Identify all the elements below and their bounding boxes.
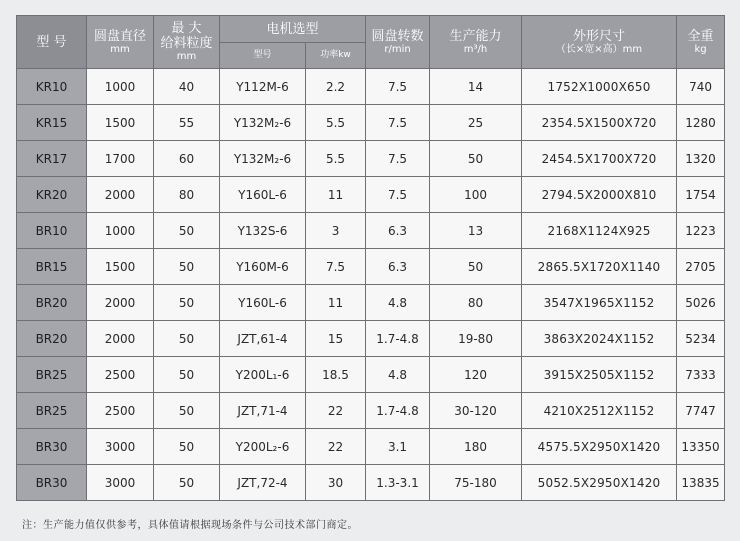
cell-motor-model: JZT,72-4 bbox=[220, 465, 306, 501]
cell-disc-speed: 7.5 bbox=[366, 141, 430, 177]
cell-weight: 1754 bbox=[677, 177, 725, 213]
cell-disc-speed: 1.3-3.1 bbox=[366, 465, 430, 501]
cell-motor-power: 11 bbox=[306, 285, 366, 321]
cell-motor-power: 22 bbox=[306, 393, 366, 429]
cell-motor-model: JZT,71-4 bbox=[220, 393, 306, 429]
cell-weight: 13350 bbox=[677, 429, 725, 465]
cell-capacity: 75-180 bbox=[430, 465, 522, 501]
header-disc-speed: 圆盘转数 r/min bbox=[366, 16, 430, 69]
cell-model: KR20 bbox=[17, 177, 87, 213]
cell-model: BR15 bbox=[17, 249, 87, 285]
cell-dimensions: 4575.5X2950X1420 bbox=[522, 429, 677, 465]
table-row bbox=[17, 357, 725, 393]
cell-disc-speed: 7.5 bbox=[366, 69, 430, 105]
cell-model: BR30 bbox=[17, 465, 87, 501]
cell-weight: 2705 bbox=[677, 249, 725, 285]
cell-disc-speed: 6.3 bbox=[366, 213, 430, 249]
cell-disc-diameter: 1500 bbox=[87, 105, 154, 141]
cell-capacity: 80 bbox=[430, 285, 522, 321]
header-weight: 全重 kg bbox=[677, 16, 725, 69]
cell-dimensions: 3547X1965X1152 bbox=[522, 285, 677, 321]
table-row bbox=[17, 429, 725, 465]
footnote: 注：生产能力值仅供参考，具体值请根据现场条件与公司技术部门商定。 bbox=[22, 520, 358, 531]
cell-max-feed-size: 50 bbox=[154, 429, 220, 465]
cell-model: BR25 bbox=[17, 393, 87, 429]
cell-max-feed-size: 60 bbox=[154, 141, 220, 177]
cell-disc-diameter: 3000 bbox=[87, 465, 154, 501]
cell-capacity: 120 bbox=[430, 357, 522, 393]
cell-capacity: 180 bbox=[430, 429, 522, 465]
table-row bbox=[17, 105, 725, 141]
header-dimensions: 外形尺寸 （长×宽×高）mm bbox=[522, 16, 677, 69]
cell-weight: 13835 bbox=[677, 465, 725, 501]
cell-capacity: 100 bbox=[430, 177, 522, 213]
cell-model: BR10 bbox=[17, 213, 87, 249]
header-motor-model: 型号 bbox=[220, 43, 306, 69]
cell-max-feed-size: 50 bbox=[154, 249, 220, 285]
cell-disc-diameter: 3000 bbox=[87, 429, 154, 465]
cell-max-feed-size: 50 bbox=[154, 285, 220, 321]
cell-motor-power: 5.5 bbox=[306, 105, 366, 141]
header-model: 型 号 bbox=[17, 16, 87, 69]
cell-dimensions: 2168X1124X925 bbox=[522, 213, 677, 249]
cell-max-feed-size: 55 bbox=[154, 105, 220, 141]
cell-disc-speed: 3.1 bbox=[366, 429, 430, 465]
table-row bbox=[17, 249, 725, 285]
cell-motor-power: 5.5 bbox=[306, 141, 366, 177]
cell-weight: 1320 bbox=[677, 141, 725, 177]
cell-dimensions: 2794.5X2000X810 bbox=[522, 177, 677, 213]
cell-dimensions: 4210X2512X1152 bbox=[522, 393, 677, 429]
cell-motor-model: Y160L-6 bbox=[220, 177, 306, 213]
cell-motor-model: Y200L₂-6 bbox=[220, 429, 306, 465]
cell-disc-diameter: 1000 bbox=[87, 213, 154, 249]
header-max-feed-size: 最 大 给料粒度 mm bbox=[154, 16, 220, 69]
cell-weight: 7333 bbox=[677, 357, 725, 393]
cell-motor-model: Y132M₂-6 bbox=[220, 141, 306, 177]
cell-max-feed-size: 50 bbox=[154, 465, 220, 501]
cell-motor-power: 11 bbox=[306, 177, 366, 213]
header-motor: 电机选型 bbox=[220, 16, 366, 43]
cell-motor-power: 30 bbox=[306, 465, 366, 501]
cell-capacity: 14 bbox=[430, 69, 522, 105]
cell-motor-power: 7.5 bbox=[306, 249, 366, 285]
cell-capacity: 50 bbox=[430, 249, 522, 285]
cell-model: BR30 bbox=[17, 429, 87, 465]
cell-max-feed-size: 50 bbox=[154, 357, 220, 393]
cell-model: BR20 bbox=[17, 285, 87, 321]
header-disc-diameter: 圆盘直径 mm bbox=[87, 16, 154, 69]
cell-disc-diameter: 2000 bbox=[87, 285, 154, 321]
cell-disc-speed: 6.3 bbox=[366, 249, 430, 285]
cell-motor-power: 15 bbox=[306, 321, 366, 357]
cell-weight: 740 bbox=[677, 69, 725, 105]
table-body bbox=[17, 69, 725, 501]
cell-max-feed-size: 80 bbox=[154, 177, 220, 213]
cell-motor-power: 2.2 bbox=[306, 69, 366, 105]
cell-disc-speed: 4.8 bbox=[366, 285, 430, 321]
cell-motor-model: Y160M-6 bbox=[220, 249, 306, 285]
cell-disc-diameter: 1500 bbox=[87, 249, 154, 285]
cell-motor-model: JZT,61-4 bbox=[220, 321, 306, 357]
cell-max-feed-size: 40 bbox=[154, 69, 220, 105]
table-row bbox=[17, 69, 725, 105]
cell-model: KR10 bbox=[17, 69, 87, 105]
cell-max-feed-size: 50 bbox=[154, 393, 220, 429]
cell-dimensions: 2454.5X1700X720 bbox=[522, 141, 677, 177]
specification-table bbox=[16, 15, 725, 501]
cell-motor-model: Y160L-6 bbox=[220, 285, 306, 321]
cell-motor-model: Y132M₂-6 bbox=[220, 105, 306, 141]
table-row bbox=[17, 465, 725, 501]
cell-motor-model: Y200L₁-6 bbox=[220, 357, 306, 393]
cell-capacity: 25 bbox=[430, 105, 522, 141]
cell-capacity: 13 bbox=[430, 213, 522, 249]
table-row bbox=[17, 177, 725, 213]
cell-model: KR17 bbox=[17, 141, 87, 177]
cell-motor-power: 22 bbox=[306, 429, 366, 465]
cell-disc-diameter: 2000 bbox=[87, 321, 154, 357]
table-row bbox=[17, 321, 725, 357]
cell-dimensions: 2354.5X1500X720 bbox=[522, 105, 677, 141]
table-row bbox=[17, 213, 725, 249]
header-motor-power: 功率kw bbox=[306, 43, 366, 69]
cell-capacity: 30-120 bbox=[430, 393, 522, 429]
cell-disc-speed: 7.5 bbox=[366, 177, 430, 213]
cell-capacity: 50 bbox=[430, 141, 522, 177]
cell-disc-speed: 4.8 bbox=[366, 357, 430, 393]
cell-weight: 5234 bbox=[677, 321, 725, 357]
cell-dimensions: 1752X1000X650 bbox=[522, 69, 677, 105]
cell-dimensions: 5052.5X2950X1420 bbox=[522, 465, 677, 501]
cell-disc-diameter: 2000 bbox=[87, 177, 154, 213]
cell-disc-diameter: 1000 bbox=[87, 69, 154, 105]
cell-disc-speed: 1.7-4.8 bbox=[366, 321, 430, 357]
cell-motor-model: Y132S-6 bbox=[220, 213, 306, 249]
cell-weight: 1280 bbox=[677, 105, 725, 141]
cell-disc-diameter: 1700 bbox=[87, 141, 154, 177]
table-row bbox=[17, 393, 725, 429]
cell-max-feed-size: 50 bbox=[154, 321, 220, 357]
cell-max-feed-size: 50 bbox=[154, 213, 220, 249]
cell-disc-speed: 7.5 bbox=[366, 105, 430, 141]
table-row bbox=[17, 141, 725, 177]
table-row bbox=[17, 285, 725, 321]
cell-disc-speed: 1.7-4.8 bbox=[366, 393, 430, 429]
header-capacity: 生产能力 m³/h bbox=[430, 16, 522, 69]
cell-motor-model: Y112M-6 bbox=[220, 69, 306, 105]
cell-dimensions: 2865.5X1720X1140 bbox=[522, 249, 677, 285]
cell-dimensions: 3915X2505X1152 bbox=[522, 357, 677, 393]
cell-disc-diameter: 2500 bbox=[87, 393, 154, 429]
header-row-1 bbox=[17, 16, 725, 43]
cell-motor-power: 18.5 bbox=[306, 357, 366, 393]
cell-weight: 7747 bbox=[677, 393, 725, 429]
cell-dimensions: 3863X2024X1152 bbox=[522, 321, 677, 357]
cell-weight: 1223 bbox=[677, 213, 725, 249]
cell-disc-diameter: 2500 bbox=[87, 357, 154, 393]
cell-model: BR25 bbox=[17, 357, 87, 393]
cell-weight: 5026 bbox=[677, 285, 725, 321]
cell-model: BR20 bbox=[17, 321, 87, 357]
cell-model: KR15 bbox=[17, 105, 87, 141]
cell-capacity: 19-80 bbox=[430, 321, 522, 357]
cell-motor-power: 3 bbox=[306, 213, 366, 249]
